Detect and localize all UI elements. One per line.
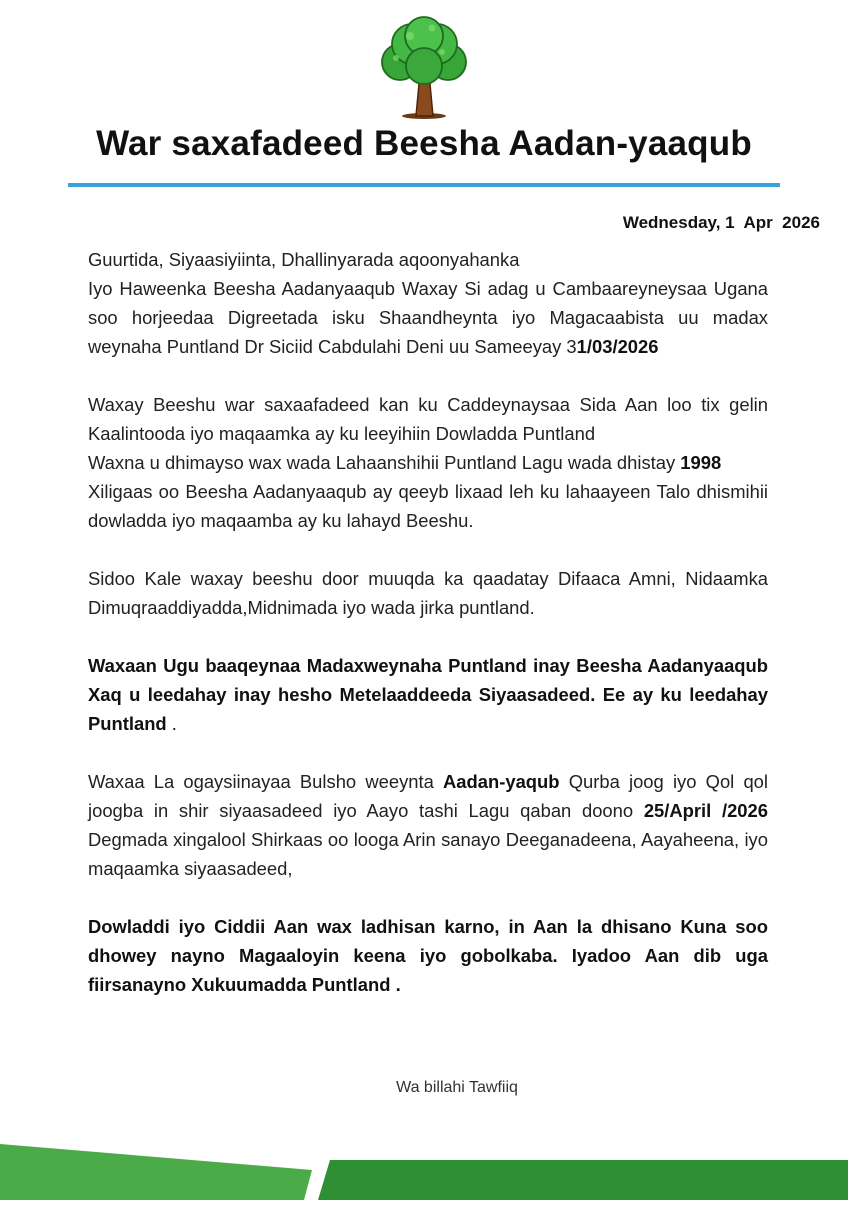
footer-band bbox=[0, 1138, 848, 1200]
paragraph-4: Waxaan Ugu baaqeynaa Madaxweynaha Puntland inay Beesha Aadanyaaqub Xaq u leedahay inay hesho Metelaaddeeda Siyaasadeed. Ee ay ku leedahay Puntland . bbox=[88, 655, 768, 734]
paragraph-2-line-3: Xiligaas oo Beesha Aadanyaaqub ay qeeyb lixaad leh ku lahaayeen Talo dhismihii dowladda iyo maqaamba ay ku lahayd Beeshu. bbox=[88, 481, 768, 531]
clan-name: Aadan-yaqub bbox=[443, 771, 560, 792]
paragraph-1 bbox=[88, 245, 768, 361]
paragraph-1-line-2: Iyo Haweenka Beesha Aadanyaaqub Waxay Si adag u Cambaareyneysaa Ugana soo horjeedaa Digreetada isku Shaandheynta iyo Magacaabista uu madax weynaha Puntland Dr Siciid Cabdulahi Deni uu Sameeyay 31/03/2026 bbox=[88, 278, 768, 357]
paragraph-2-line-1: Waxay Beeshu war saxaafadeed kan ku Caddeynaysaa Sida Aan loo tix gelin Kaalintooda iyo maqaamka ay ku leeyihiin Dowladda Puntland bbox=[88, 394, 768, 444]
paragraph-1-line-1: Guurtida, Siyaasiyiinta, Dhallinyarada aqoonyahanka bbox=[88, 249, 520, 270]
decree-date: 1/03/2026 bbox=[576, 336, 659, 357]
date-line: Wednesday, 1 Apr 2026 bbox=[622, 213, 820, 232]
founding-year: 1998 bbox=[680, 452, 722, 473]
paragraph-6: Dowladdi iyo Ciddii Aan wax ladhisan karno, in Aan la dhisano Kuna soo dhowey nayno Magaaloyin keena iyo gobolkaba. Iyadoo Aan dib uga fiirsanayno Xukuumadda Puntland . bbox=[88, 916, 768, 995]
press-release-body bbox=[88, 245, 768, 1028]
paragraph-2-line-2: Waxna u dhimayso wax wada Lahaanshihii Puntland Lagu wada dhistay 1998 bbox=[88, 452, 722, 473]
paragraph-2 bbox=[88, 390, 768, 535]
tree-icon bbox=[372, 14, 476, 120]
closing-line: Wa billahi Tawfiiq bbox=[396, 1079, 518, 1096]
paragraph-5: Waxaa La ogaysiinayaa Bulsho weeynta Aadan-yaqub Qurba joog iyo Qol qol joogba in shir siyaasadeed iyo Aayo tashi Lagu qaban doono 25/April /2026 Degmada xingalool Shirkaas oo looga Arin sanayo Deeganadeena, Aayaheena, iyo maqaamka siyaasadeed, bbox=[88, 771, 768, 879]
conference-date: 25/April /2026 bbox=[643, 800, 768, 821]
paragraph-3: Sidoo Kale waxay beeshu door muuqda ka qaadatay Difaaca Amni, Nidaamka Dimuqraaddiyadda,Midnimada iyo wada jirka puntland. bbox=[88, 568, 768, 618]
title-divider bbox=[68, 183, 780, 187]
page-title: War saxafadeed Beesha Aadan-yaaqub bbox=[96, 124, 752, 163]
